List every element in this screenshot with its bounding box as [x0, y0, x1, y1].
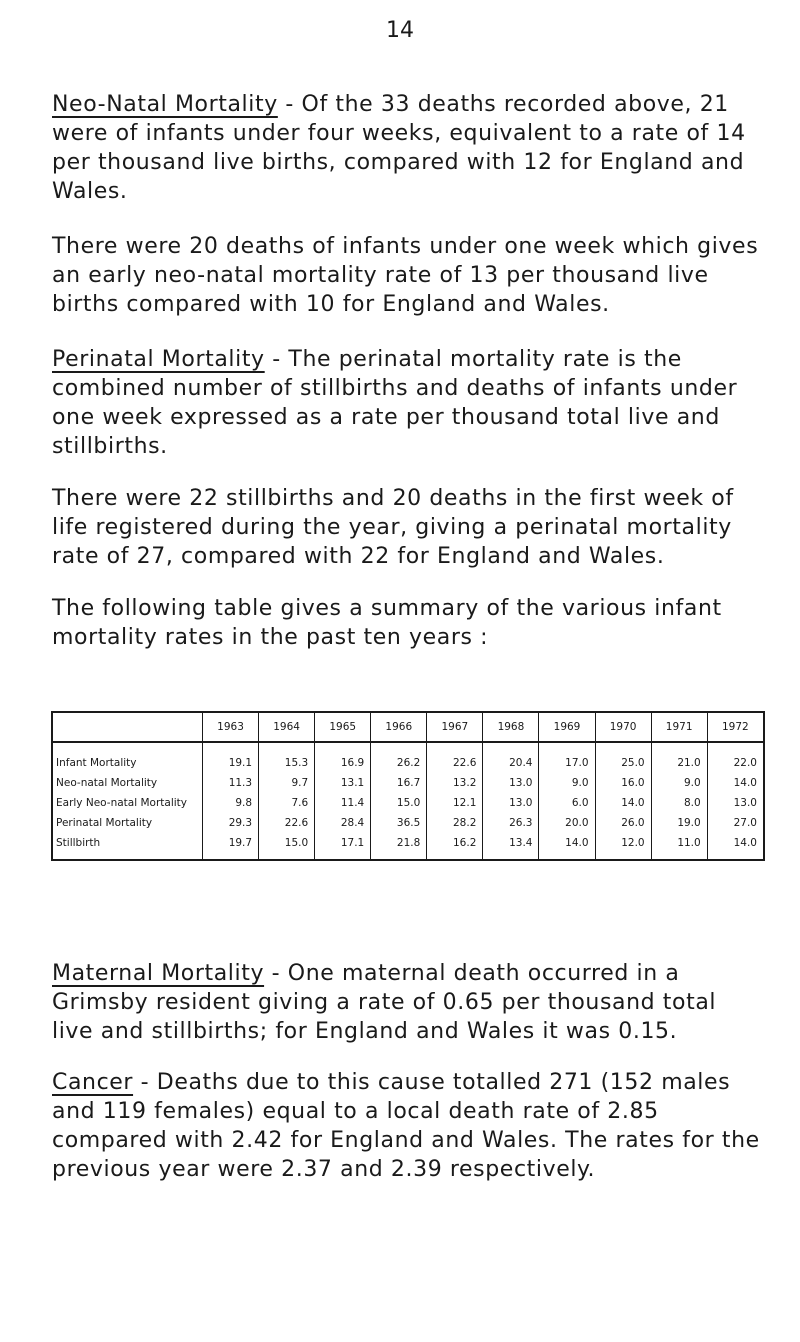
table-cell: 9.8 — [203, 793, 259, 813]
year-header: 1967 — [427, 712, 483, 742]
perinatal-paragraph — [52, 345, 762, 461]
table-row — [52, 793, 764, 813]
table-cell: 14.0 — [707, 833, 764, 860]
perinatal-text: - The perinatal mortality rate is the combined number of stillbirths and deaths of infants under one week expressed as a rate per thousand total live and stillbirths. — [52, 347, 738, 459]
table-cell: 11.0 — [651, 833, 707, 860]
table-cell: 9.7 — [259, 773, 315, 793]
mortality-rates-table — [51, 711, 765, 861]
year-header: 1965 — [315, 712, 371, 742]
table-cell: 16.9 — [315, 742, 371, 773]
table-cell: 22.0 — [707, 742, 764, 773]
table-cell: 12.1 — [427, 793, 483, 813]
table-cell: 29.3 — [203, 813, 259, 833]
year-header: 1972 — [707, 712, 764, 742]
table-cell: 20.0 — [539, 813, 595, 833]
table-cell: 7.6 — [259, 793, 315, 813]
table-cell: 11.3 — [203, 773, 259, 793]
neo-natal-heading: Neo-Natal Mortality — [52, 92, 278, 117]
year-header: 1964 — [259, 712, 315, 742]
year-header: 1970 — [595, 712, 651, 742]
row-label: Early Neo-natal Mortality — [52, 793, 203, 813]
table-cell: 12.0 — [595, 833, 651, 860]
maternal-heading: Maternal Mortality — [52, 961, 265, 986]
table-cell: 15.0 — [371, 793, 427, 813]
table-row — [52, 773, 764, 793]
table-cell: 8.0 — [651, 793, 707, 813]
table-header-row — [52, 712, 764, 742]
year-header: 1968 — [483, 712, 539, 742]
table-cell: 25.0 — [595, 742, 651, 773]
table-cell: 20.4 — [483, 742, 539, 773]
table-cell: 26.3 — [483, 813, 539, 833]
table-cell: 27.0 — [707, 813, 764, 833]
table-cell: 14.0 — [707, 773, 764, 793]
table-cell: 9.0 — [651, 773, 707, 793]
year-header: 1966 — [371, 712, 427, 742]
stillbirths-paragraph: There were 22 stillbirths and 20 deaths in the first week of life registered during the year, giving a perinatal mortality rate of 27, compared with 22 for England and Wales. — [52, 486, 734, 569]
table-cell: 28.4 — [315, 813, 371, 833]
table-row — [52, 833, 764, 860]
table-cell: 15.3 — [259, 742, 315, 773]
table-cell: 13.2 — [427, 773, 483, 793]
row-label: Neo-natal Mortality — [52, 773, 203, 793]
year-header: 1963 — [203, 712, 259, 742]
table-intro-paragraph: The following table gives a summary of the various infant mortality rates in the past ten years : — [52, 596, 722, 650]
table-cell: 14.0 — [539, 833, 595, 860]
table-cell: 26.2 — [371, 742, 427, 773]
table-cell: 13.0 — [707, 793, 764, 813]
table-cell: 13.4 — [483, 833, 539, 860]
table-cell: 17.0 — [539, 742, 595, 773]
page-number: 14 — [386, 18, 414, 43]
table-cell: 16.2 — [427, 833, 483, 860]
year-header: 1969 — [539, 712, 595, 742]
cancer-heading: Cancer — [52, 1070, 134, 1095]
table-cell: 15.0 — [259, 833, 315, 860]
table-cell: 13.1 — [315, 773, 371, 793]
table-cell: 13.0 — [483, 773, 539, 793]
early-neo-natal-paragraph: There were 20 deaths of infants under one week which gives an early neo-natal mortality rate of 13 per thousand live births compared with 10 for England and Wales. — [52, 234, 759, 317]
table-cell: 22.6 — [259, 813, 315, 833]
table-cell: 14.0 — [595, 793, 651, 813]
table-row — [52, 742, 764, 773]
table-row — [52, 813, 764, 833]
table-cell: 19.1 — [203, 742, 259, 773]
perinatal-heading: Perinatal Mortality — [52, 347, 265, 372]
table-cell: 17.1 — [315, 833, 371, 860]
table-cell: 19.7 — [203, 833, 259, 860]
table-cell: 16.0 — [595, 773, 651, 793]
row-label: Perinatal Mortality — [52, 813, 203, 833]
table-cell: 36.5 — [371, 813, 427, 833]
neo-natal-paragraph — [52, 90, 762, 206]
cancer-text: - Deaths due to this cause totalled 271 (152 males and 119 females) equal to a local death rate of 2.85 compared with 2.42 for England and Wales. The rates for the previous year were 2.37 and 2.39 respectively. — [52, 1070, 760, 1182]
neo-natal-text: - Of the 33 deaths recorded above, 21 were of infants under four weeks, equivalent to a rate of 14 per thousand live births, compared with 12 for England and Wales. — [52, 92, 746, 204]
table-corner-cell — [52, 712, 203, 742]
table-cell: 21.0 — [651, 742, 707, 773]
table-cell: 6.0 — [539, 793, 595, 813]
year-header: 1971 — [651, 712, 707, 742]
table-cell: 26.0 — [595, 813, 651, 833]
table-cell: 13.0 — [483, 793, 539, 813]
row-label: Stillbirth — [52, 833, 203, 860]
table-cell: 9.0 — [539, 773, 595, 793]
maternal-text: - One maternal death occurred in a Grimsby resident giving a rate of 0.65 per thousand total live and stillbirths; for England and Wales it was 0.15. — [52, 961, 717, 1044]
table-cell: 16.7 — [371, 773, 427, 793]
table-cell: 19.0 — [651, 813, 707, 833]
cancer-paragraph — [52, 1068, 762, 1184]
maternal-paragraph — [52, 959, 762, 1046]
table-cell: 21.8 — [371, 833, 427, 860]
row-label: Infant Mortality — [52, 742, 203, 773]
table-cell: 28.2 — [427, 813, 483, 833]
table-cell: 22.6 — [427, 742, 483, 773]
table-cell: 11.4 — [315, 793, 371, 813]
